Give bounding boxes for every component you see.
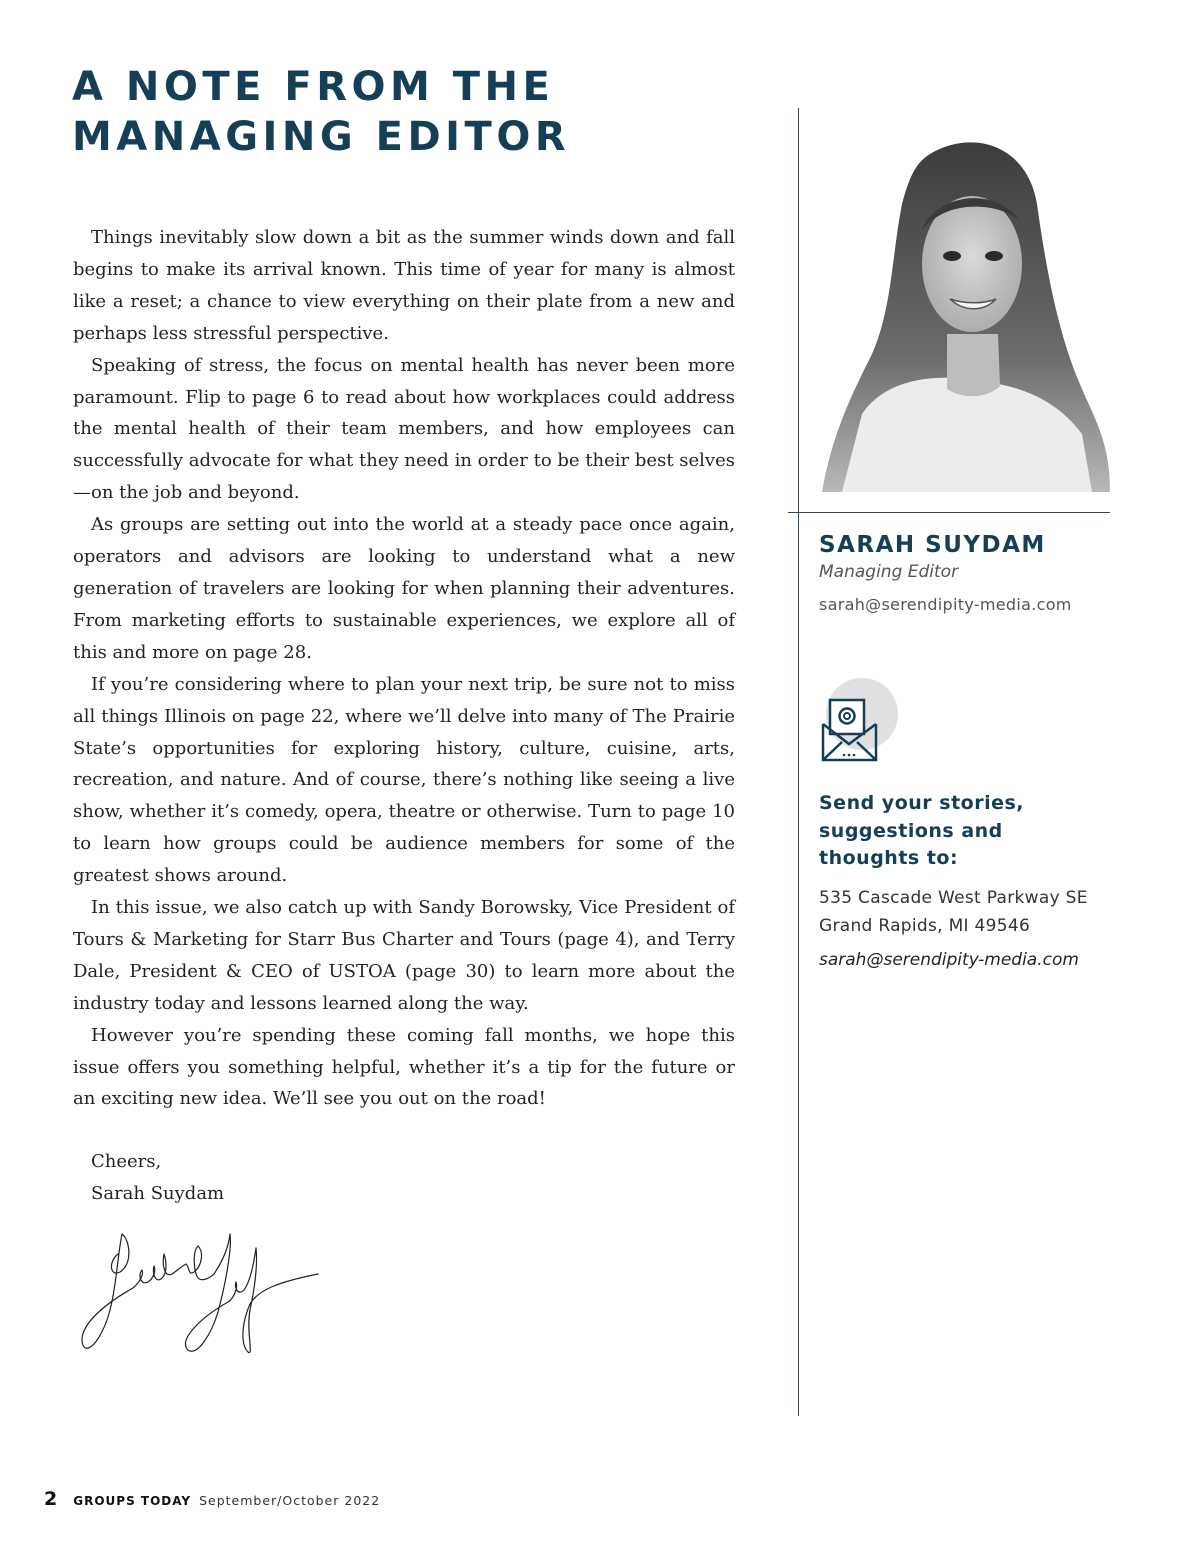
- email-envelope-icon: [818, 676, 900, 764]
- letter-paragraph-6: However you’re spending these coming fall months, we hope this issue offers you something helpful, whether it’s a tip for the future or an exciting new idea. We’ll see you out on the road!: [73, 1024, 735, 1110]
- letter-paragraph-2: Speaking of stress, the focus on mental health has never been more paramount. Flip to page 6 to read about how workplaces could address the mental health of their team members, and how employees can successfully advocate for what they need in order to be their best selves—on the job and beyond.: [73, 354, 735, 504]
- signer-name: Sarah Suydam: [91, 1183, 225, 1204]
- address-line-1: 535 Cascade West Parkway SE: [819, 888, 1088, 908]
- handwritten-signature: [78, 1222, 328, 1362]
- letter-body: [73, 222, 735, 1115]
- page-number: 2: [44, 1488, 58, 1510]
- page-footer: [44, 1488, 380, 1510]
- editor-role: Managing Editor: [819, 562, 959, 582]
- publication-name: GROUPS TODAY: [73, 1494, 192, 1508]
- page-title-line-1: A NOTE FROM THE: [72, 64, 555, 110]
- editor-email-link[interactable]: sarah@serendipity-media.com: [819, 595, 1072, 614]
- editor-portrait-photo: [822, 134, 1110, 492]
- submissions-email-link[interactable]: sarah@serendipity-media.com: [819, 950, 1079, 970]
- address-line-2: Grand Rapids, MI 49546: [819, 916, 1031, 936]
- issue-date: September/October 2022: [199, 1493, 381, 1508]
- letter-paragraph-1: Things inevitably slow down a bit as the summer winds down and fall begins to make its arrival known. This time of year for many is almost like a reset; a chance to view everything on their plate from a new and perhaps less stressful perspective.: [73, 227, 735, 344]
- submissions-heading: Send your stories, suggestions and thoughts to:: [819, 792, 1025, 869]
- mailing-address: [819, 884, 1088, 940]
- page-title: [72, 62, 570, 162]
- vertical-divider: [798, 108, 799, 1416]
- closing-text: Cheers,: [91, 1151, 162, 1172]
- letter-signoff: [91, 1146, 224, 1210]
- page-title-line-2: MANAGING EDITOR: [72, 114, 571, 160]
- letter-paragraph-3: As groups are setting out into the world at a steady pace once again, operators and advisors are looking to understand what a new generation of travelers are looking for when planning their adventures. From marketing efforts to sustainable experiences, we explore all of this and more on page 28.: [73, 514, 735, 663]
- letter-paragraph-4: If you’re considering where to plan your next trip, be sure not to miss all things Illinois on page 22, where we’ll delve into many of The Prairie State’s opportunities for exploring history, culture, cuisine, arts, recreation, and nature. And of course, there’s nothing like seeing a live show, whether it’s comedy, opera, theatre or otherwise. Turn to page 10 to learn how groups could be audience members for some of the greatest shows around.: [73, 673, 735, 887]
- horizontal-divider: [788, 512, 1110, 513]
- letter-paragraph-5: In this issue, we also catch up with Sandy Borowsky, Vice President of Tours & Marketing for Starr Bus Charter and Tours (page 4), and Terry Dale, President & CEO of USTOA (page 30) to learn more about the industry today and lessons learned along the way.: [73, 897, 735, 1014]
- editor-name: SARAH SUYDAM: [819, 532, 1046, 558]
